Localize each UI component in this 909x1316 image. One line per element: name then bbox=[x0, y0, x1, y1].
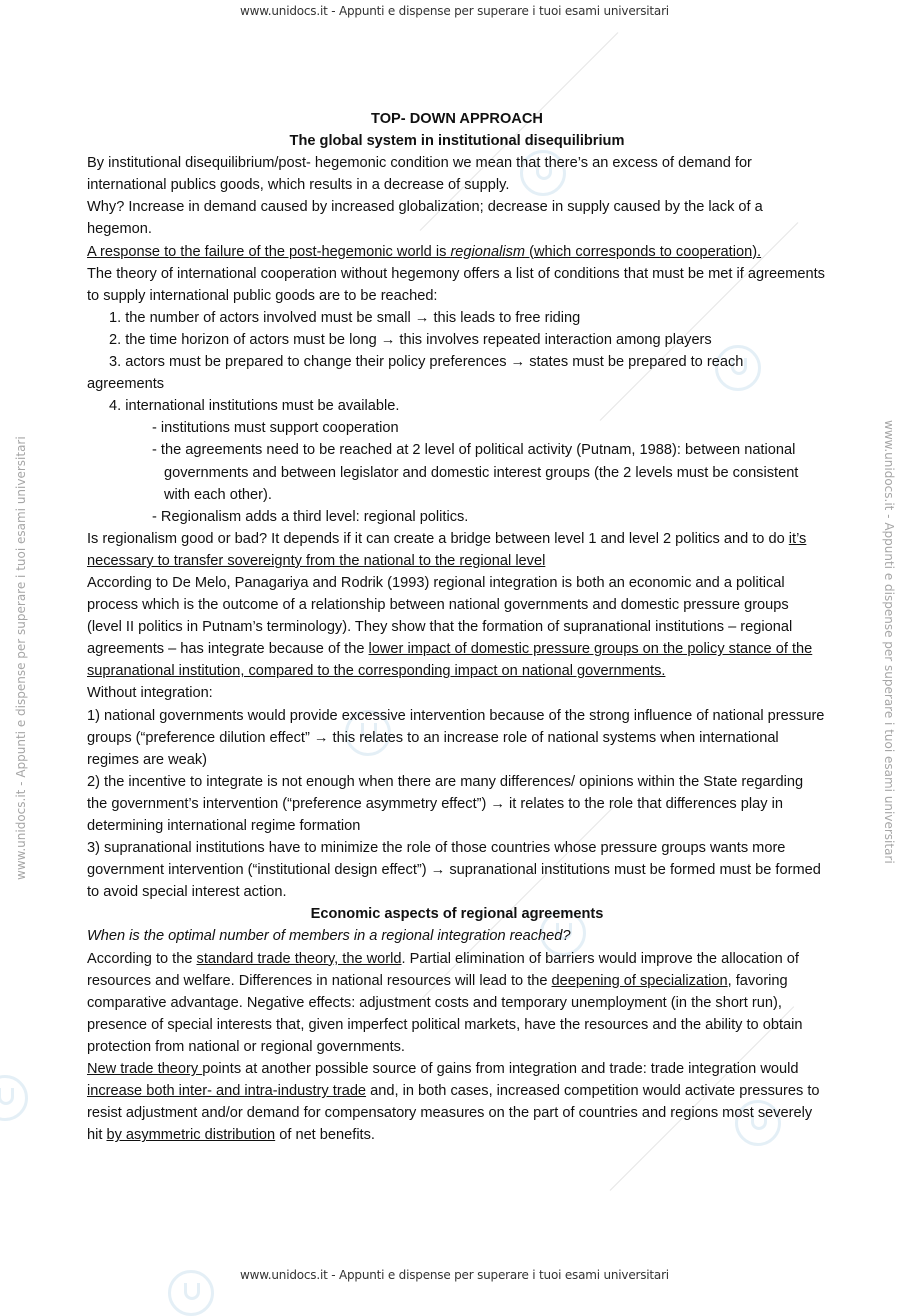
paragraph: By institutional disequilibrium/post- hegemonic condition we mean that there’s an excess of demand for international publics goods, which results in a decrease of supply. bbox=[87, 155, 752, 194]
page-header-watermark: www.unidocs.it - Appunti e dispense per superare i tuoi esami universitari bbox=[240, 4, 669, 18]
list-item: 4. international institutions must be available. bbox=[109, 398, 400, 415]
underlined-text: A response to the failure of the post-hegemonic world is bbox=[87, 243, 451, 260]
document-body bbox=[87, 108, 827, 1146]
sub-list-item: - the agreements need to be reached at 2 level of political activity (Putnam, 1988): between national governments and between legislator and domestic interest groups (the 2 levels must be consistent with each other). bbox=[152, 442, 799, 503]
page-footer-watermark: www.unidocs.it - Appunti e dispense per superare i tuoi esami universitari bbox=[240, 1268, 669, 1282]
underlined-text: by asymmetric distribution bbox=[106, 1127, 276, 1144]
list-item: 1. the number of actors involved must be small → this leads to free riding bbox=[109, 309, 581, 326]
underlined-text: deepening of specialization bbox=[551, 972, 728, 989]
text-run: Is regionalism good or bad? It depends if it can create a bridge between level 1 and level 2 politics and to do bbox=[87, 530, 789, 547]
list-item: 2. the time horizon of actors must be long → this involves repeated interaction among players bbox=[109, 331, 712, 348]
section-heading: The global system in institutional disequilibrium bbox=[289, 133, 625, 150]
paragraph: Without integration: bbox=[87, 685, 213, 702]
paragraph bbox=[87, 948, 827, 1058]
document-title: TOP- DOWN APPROACH bbox=[371, 111, 543, 127]
paragraph: 1) national governments would provide excessive intervention because of the strong influence of national pressure groups (“preference dilution effect” → this relates to an increase role of national systems when international regimes are weak) bbox=[87, 707, 825, 768]
underlined-text: standard trade theory, the world bbox=[196, 950, 402, 967]
sub-list-item: - institutions must support cooperation bbox=[152, 420, 399, 437]
paragraph bbox=[87, 528, 827, 572]
paragraph: 2) the incentive to integrate is not enough when there are many differences/ opinions within the State regarding the government’s intervention (“preference asymmetry effect”) → it relates to the role that differences play in determining international regime formation bbox=[87, 773, 804, 834]
side-watermark-left: www.unidocs.it - Appunti e dispense per superare i tuoi esami universitari bbox=[14, 436, 28, 880]
paragraph bbox=[87, 1058, 827, 1146]
paragraph: The theory of international cooperation without hegemony offers a list of conditions that must be met if agreements to supply international public goods are to be reached: bbox=[87, 265, 825, 304]
underlined-text: (which corresponds to cooperation). bbox=[525, 243, 762, 260]
text-run: and, in both cases, increased competition would activate pressures to resist adjustment and/or demand for compensatory measures on the part of countries and regions most severely hit bbox=[87, 1083, 820, 1144]
paragraph bbox=[87, 572, 827, 682]
underlined-text: New trade theory bbox=[87, 1061, 203, 1078]
underlined-text: lower impact of domestic pressure groups on the policy stance of the supranational institution, compared to the corresponding impact on national governments. bbox=[87, 641, 813, 680]
text-run: of net benefits. bbox=[275, 1127, 375, 1144]
sub-list-item: - Regionalism adds a third level: regional politics. bbox=[152, 508, 469, 525]
paragraph bbox=[87, 241, 827, 263]
list-item-continuation: agreements bbox=[87, 376, 165, 393]
text-run: points at another possible source of gains from integration and trade: trade integration would bbox=[202, 1061, 799, 1078]
paragraph: 3) supranational institutions have to minimize the role of those countries whose pressure groups wants more government intervention (“institutional design effect”) → supranational institutions must be formed must be formed to avoid special interest action. bbox=[87, 840, 821, 901]
text-run: According to De Melo, Panagariya and Rodrik (1993) regional integration is both an economic and a political process which is the outcome of a relationship between national governments and domestic pressure groups (level II politics in Putnam’s terminology). They show that the formation of supranational institutions – regional agreements – has integrate because of the bbox=[87, 574, 793, 658]
italic-term: regionalism bbox=[450, 243, 526, 260]
section-heading: Economic aspects of regional agreements bbox=[310, 906, 604, 923]
text-run: , favoring comparative advantage. Negative effects: adjustment costs and temporary unemployment (in the short run), presence of special interests that, given imperfect political markets, have the resources and the ability to obtain protection from national or regional governments. bbox=[87, 972, 803, 1055]
paragraph: Why? Increase in demand caused by increased globalization; decrease in supply caused by the lack of a hegemon. bbox=[87, 199, 763, 238]
text-run: . Partial elimination of barriers would improve the allocation of resources and welfare. Differences in national resources will lead to the bbox=[87, 950, 799, 989]
question: When is the optimal number of members in a regional integration reached? bbox=[87, 928, 571, 945]
watermark-logo-icon bbox=[168, 1270, 214, 1316]
list-item: 3. actors must be prepared to change their policy preferences → states must be prepared to reach bbox=[109, 354, 744, 371]
underlined-text: it’s necessary to transfer sovereignty from the national to the regional level bbox=[87, 530, 807, 569]
text-run: According to the bbox=[87, 950, 197, 967]
watermark-logo-icon bbox=[0, 1075, 28, 1121]
side-watermark-right: www.unidocs.it - Appunti e dispense per superare i tuoi esami universitari bbox=[882, 420, 896, 864]
underlined-text: increase both inter- and intra-industry trade bbox=[87, 1083, 367, 1100]
